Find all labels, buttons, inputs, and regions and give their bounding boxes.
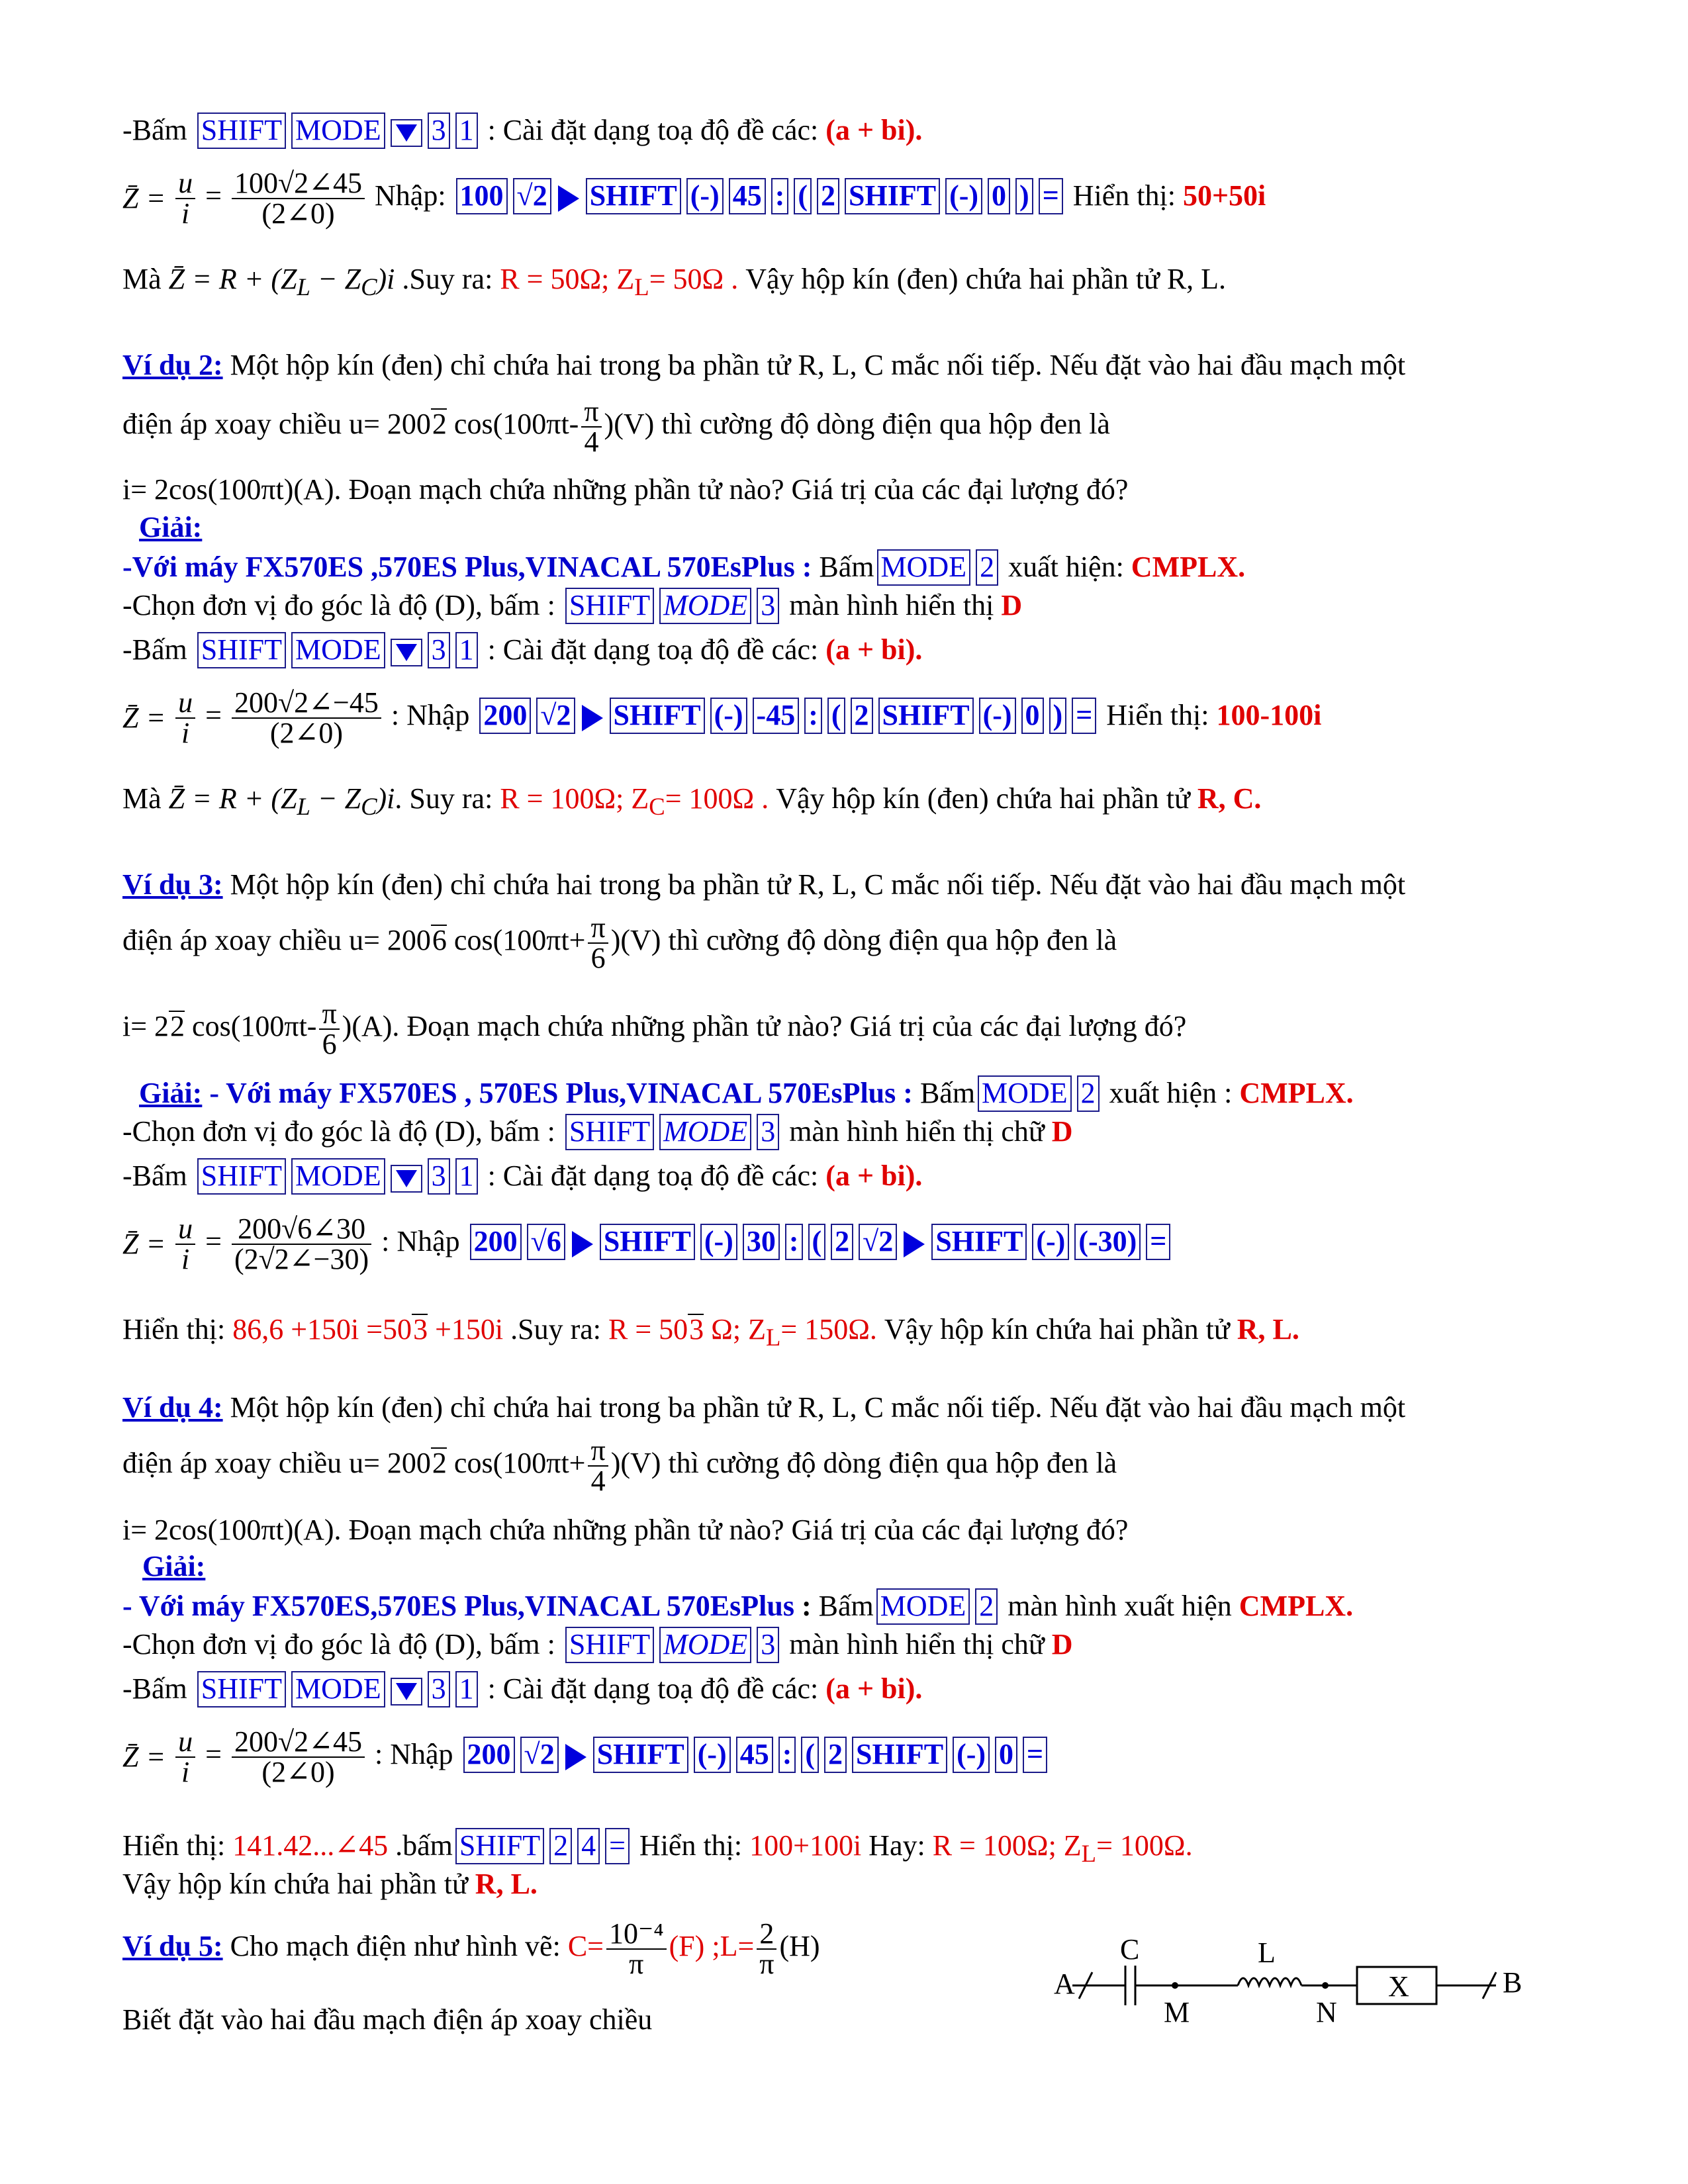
line-formula-1: Z̄ = $\frac{u}{i}$ = $\frac{100√2\angle 45}{(2\angle 0)}$ Nhập: 100 √2 SHIFT (-) 45 : ( 2 SHIFT (-) 0 ) = Hiển thị: 50+50i [122, 167, 1266, 230]
ex4-formula: Z̄ = $\frac{u}{i}$ = $\frac{200√2\angle 45}{(2\angle 0)}$ : Nhập 200 √2 SHIFT (-) 45 : ( 2 SHIFT (-) 0 = [122, 1727, 1050, 1807]
ex2-current: i= 2cos(100πt)(A). Đoạn mạch chứa những phần tử nào? Giá trị của các đại lượng đó? [122, 473, 1129, 506]
ex4-conclusion: Vậy hộp kín chứa hai phần tử R, L. [122, 1868, 538, 1900]
ex3-formula: Z̄ = $\frac{u}{i}$ = $\frac{200√6\angle 30}{(2√2\angle-30)}$ : Nhập 200 √6 SHIFT (-) 30 : ( 2 √2 SHIFT (-) (-30) = [122, 1214, 1173, 1294]
ex5-line2: Biết đặt vào hai đầu mạch điện áp xoay chiều [122, 2003, 653, 2036]
label-x: X [1388, 1970, 1409, 2003]
right-arrow-icon [565, 1744, 586, 1770]
right-arrow-icon [582, 705, 603, 731]
ex5-title: Ví dụ 5: [122, 1930, 223, 1963]
ex3-current: i= 22 cos(100πt- $\frac{\pi}{6}$ )(A). Đoạn mạch chứa những phần tử nào? Giá trị của các đại lượng đó? [122, 997, 1187, 1060]
ex4-coord-line: -Bấm SHIFT MODE 3 1 : Cài đặt dạng toạ độ đề các: (a + bi). [122, 1671, 922, 1707]
down-triangle-icon [396, 1683, 417, 1700]
mode-key: MODE [291, 113, 385, 149]
shift-key: SHIFT [197, 113, 286, 149]
down-triangle-icon [396, 1170, 417, 1187]
ex2-deg-line: -Chọn đơn vị đo góc là độ (D), bấm : SHIFT MODE 3 màn hình hiển thị D [122, 588, 1022, 624]
ex3-deg-line: -Chọn đơn vị đo góc là độ (D), bấm : SHIFT MODE 3 màn hình hiển thị chữ D [122, 1114, 1073, 1150]
ex3-result: Hiển thị: 86,6 +150i =503 +150i .Suy ra: R = 503 Ω; $Z_L= 150\Omega$. Vậy hộp kín chứa hai phần tử R, L. [122, 1313, 1299, 1351]
ex2-coord-line: -Bấm SHIFT MODE 3 1 : Cài đặt dạng toạ độ đề các: (a + bi). [122, 632, 922, 668]
right-arrow-icon [572, 1231, 593, 1257]
down-arrow-key [391, 119, 422, 147]
ex3-title-line: Ví dụ 3: Một hộp kín (đen) chỉ chứa hai trong ba phần tử R, L, C mắc nối tiếp. Nếu đặt vào hai đầu mạch một [122, 868, 1406, 901]
ex2-voltage: điện áp xoay chiều u= 2002 cos(100πt- $\frac{\pi}{4}$ )(V) thì cường độ dòng điện qua hộp đen là [122, 395, 1110, 458]
ex2-solve: Giải: [139, 511, 203, 543]
line-set-coord-1: -Bấm SHIFT MODE 3 1 : Cài đặt dạng toạ độ đề các: (a + bi). [122, 113, 922, 149]
node-m [1172, 1982, 1178, 1989]
ex3-coord-line: -Bấm SHIFT MODE 3 1 : Cài đặt dạng toạ độ đề các: (a + bi). [122, 1158, 922, 1195]
ex4-title-line: Ví dụ 4: Một hộp kín (đen) chỉ chứa hai trong ba phần tử R, L, C mắc nối tiếp. Nếu đặt vào hai đầu mạch một [122, 1391, 1406, 1424]
label-l: L [1258, 1936, 1276, 1969]
ex4-deg-line: -Chọn đơn vị đo góc là độ (D), bấm : SHIFT MODE 3 màn hình hiển thị chữ D [122, 1627, 1073, 1663]
circuit-diagram [1039, 1926, 1542, 2045]
label-c: C [1120, 1933, 1140, 1966]
label-b: B [1503, 1966, 1523, 1999]
inductor-coil [1238, 1978, 1301, 1985]
down-triangle-icon [396, 124, 417, 142]
ex3-machine-line: Giải: - Với máy FX570ES , 570ES Plus,VINACAL 570EsPlus : Bấm MODE 2 xuất hiện : CMPLX. [139, 1075, 1354, 1112]
down-triangle-icon [396, 644, 417, 661]
ex4-result: Hiển thị: 141.42...∠45 .bấm SHIFT 2 4 = Hiển thị: 100+100i Hay: R = 100Ω; $Z_L= 100\Omega$. [122, 1829, 1193, 1867]
ex4-current: i= 2cos(100πt)(A). Đoạn mạch chứa những phần tử nào? Giá trị của các đại lượng đó? [122, 1514, 1129, 1546]
ex4-machine-line: - Với máy FX570ES,570ES Plus,VINACAL 570EsPlus : Bấm MODE 2 màn hình xuất hiện CMPLX. [122, 1588, 1353, 1625]
ex3-title: Ví dụ 3: [122, 868, 223, 901]
ex2-conclusion: Mà Z̄ = $R + (Z_L - Z_C)i$. Suy ra: R = 100Ω; $Z_C= 100\Omega$ . Vậy hộp kín (đen) chứa hai phần tử R, C. [122, 782, 1262, 820]
line-conclusion-1: Mà Z̄ = $R + (Z_L - Z_C)i$ .Suy ra: R = 50Ω; $Z_L= 50\Omega$ . Vậy hộp kín (đen) chứa hai phần tử R, L. [122, 263, 1227, 300]
label-n: N [1316, 1996, 1337, 2028]
ex2-title: Ví dụ 2: [122, 349, 223, 381]
label-m: M [1164, 1996, 1190, 2028]
ex2-machine-line: -Với máy FX570ES ,570ES Plus,VINACAL 570EsPlus : Bấm MODE 2 xuất hiện: CMPLX. [122, 549, 1245, 586]
ex3-voltage: điện áp xoay chiều u= 2006 cos(100πt+ $\frac{\pi}{6}$ )(V) thì cường độ dòng điện qua hộp đen là [122, 911, 1117, 974]
ex2-formula: Z̄ = $\frac{u}{i}$ = $\frac{200√2\angle-45}{(2\angle 0)}$ : Nhập 200 √2 SHIFT (-) -45 : ( 2 SHIFT (-) 0 ) = Hiển thị: 100-100i [122, 686, 1322, 749]
ex4-solve: Giải: [142, 1550, 206, 1582]
ex4-title: Ví dụ 4: [122, 1391, 223, 1424]
right-arrow-icon [904, 1231, 925, 1257]
right-arrow-icon [558, 185, 579, 212]
node-n [1322, 1982, 1329, 1989]
ex4-voltage: điện áp xoay chiều u= 2002 cos(100πt+ $\frac{\pi}{4}$ )(V) thì cường độ dòng điện qua hộp đen là [122, 1434, 1117, 1497]
ex2-title-line: Ví dụ 2: Một hộp kín (đen) chỉ chứa hai trong ba phần tử R, L, C mắc nối tiếp. Nếu đặt vào hai đầu mạch một [122, 349, 1406, 381]
label-a: A [1054, 1968, 1075, 2000]
ex5-title-line: Ví dụ 5: Cho mạch điện như hình vẽ: C= $\frac{\text{10⁻⁴}}{\pi}$ (F) ;L= $\frac{2}{\pi}$ (H) [122, 1917, 820, 1980]
